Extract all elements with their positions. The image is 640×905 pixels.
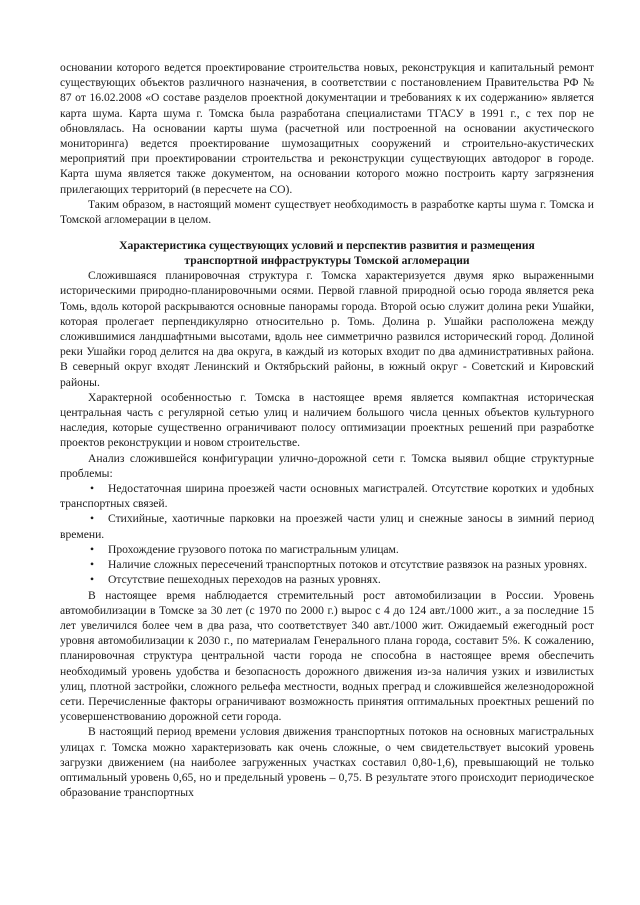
paragraph-historic-center: Характерной особенностью г. Томска в настоящее время является компактная историческая центральная часть с регулярной сетью улиц и наличием большого числа ценных объектов культурного наследия, которые существенно ограничивают полосу оптимизации проектных решений при разработке проектов реконструкции и новом строительстве. xyxy=(60,390,594,450)
list-item-text: Прохождение грузового потока по магистральным улицам. xyxy=(108,542,399,556)
section-heading xyxy=(60,238,594,268)
section-heading-line-2: транспортной инфраструктуры Томской агломерации xyxy=(184,254,470,268)
problem-list xyxy=(60,481,594,587)
paragraph-noise-map: основании которого ведется проектирование строительства новых, реконструкция и капитальный ремонт существующих объектов различного назначения, в соответствии с постановлением Правительства РФ № 87 от 16.02.2008 «О составе разделов проектной документации и требованиях к их содержанию» является карта шума. Карта шума г. Томска была разработана специалистами ТГАСУ в 1991 г., с тех пор не обновлялась. На основании карты шума (расчетной или построенной на основании акустического мониторинга) ведется проектирование шумозащитных сооружений и строительно-акустических мероприятий при проектировании строительства и реконструкции существующих автодорог в городе. Карта шума является также документом, на основании которого можно построить карту загрязнения прилегающих территорий (в пересчете на СО). xyxy=(60,61,594,196)
list-item-text: Отсутствие пешеходных переходов на разных уровнях. xyxy=(108,573,381,587)
paragraph-motorization: В настоящее время наблюдается стремительный рост автомобилизации в России. Уровень автомобилизации в Томске за 30 лет (с 1970 по 2000 г.) вырос с 4 до 124 авт./1000 жит., а за последние 15 лет увеличился более чем в два раза, что соответствует 340 авт./1000 жит. Ожидаемый ежегодный рост уровня автомобилизации к 2030 г., по материалам Генерального плана города, составит 5%. К сожалению, планировочная структура центральной части города не способна в настоящее время обеспечить необходимый уровень удобства и безопасность дорожного движения из-за наличия узких и извилистых улиц, плотной застройки, сложного рельефа местности, водных преград и сложившейся железнодорожной сети. Перечисленные факторы ограничивают возможность принятия оптимальных проектных решений по усовершенствованию дорожной сети города. xyxy=(60,588,594,724)
paragraph-analysis-intro: Анализ сложившейся конфигурации улично-дорожной сети г. Томска выявил общие структурные проблемы: xyxy=(60,451,594,480)
list-item xyxy=(60,542,594,557)
list-item xyxy=(60,572,594,587)
list-item-text: Стихийные, хаотичные парковки на проезжей части улиц и снежные заносы в зимний период времени. xyxy=(60,512,594,541)
paragraph-planning-structure: Сложившаяся планировочная структура г. Томска характеризуется двумя ярко выраженными историческими природно-планировочными осями. Первой главной природной осью города является река Томь, вдоль которой раскрываются основные панорамы города. Второй осью служит долина реки Ушайки, которая пролегает перпендикулярно относительно р. Томь. Долина р. Ушайки расположена между сложившимися ландшафтными высотами, вдоль нее симметрично развился исторический город. Долиной реки Ушайки город делится на два округа, в каждый из которых входит по два административных района. В северный округ входят Ленинский и Октябрьский районы, в южный округ - Советский и Кировский районы. xyxy=(60,269,594,389)
bullet-icon: • xyxy=(90,512,95,526)
list-item xyxy=(60,557,594,572)
bullet-icon: • xyxy=(90,482,95,496)
list-item xyxy=(60,511,594,541)
section-heading-line-1: Характеристика существующих условий и перспектив развития и размещения xyxy=(119,239,535,253)
document-page xyxy=(60,60,594,800)
bullet-icon: • xyxy=(90,573,95,587)
list-item-text: Наличие сложных пересечений транспортных потоков и отсутствие развязок на разных уровнях. xyxy=(108,558,588,572)
paragraph-conclusion: Таким образом, в настоящий момент существует необходимость в разработке карты шума г. Томска и Томской агломерации в целом. xyxy=(60,197,594,227)
bullet-icon: • xyxy=(90,558,95,572)
bullet-icon: • xyxy=(90,542,95,556)
list-item xyxy=(60,481,594,511)
paragraph-traffic-conditions: В настоящий период времени условия движения транспортных потоков на основных магистральных улицах г. Томска можно характеризовать как очень сложные, о чем свидетельствует высокий уровень загрузки движением (на наиболее загруженных участках составил 0,80-1,6), превышающий не только оптимальный уровень 0,65, но и предельный уровень – 0,75. В результате этого происходит периодическое образование транспортных xyxy=(60,725,594,800)
list-item-text: Недостаточная ширина проезжей части основных магистралей. Отсутствие коротких и удобных транспортных связей. xyxy=(60,482,594,511)
